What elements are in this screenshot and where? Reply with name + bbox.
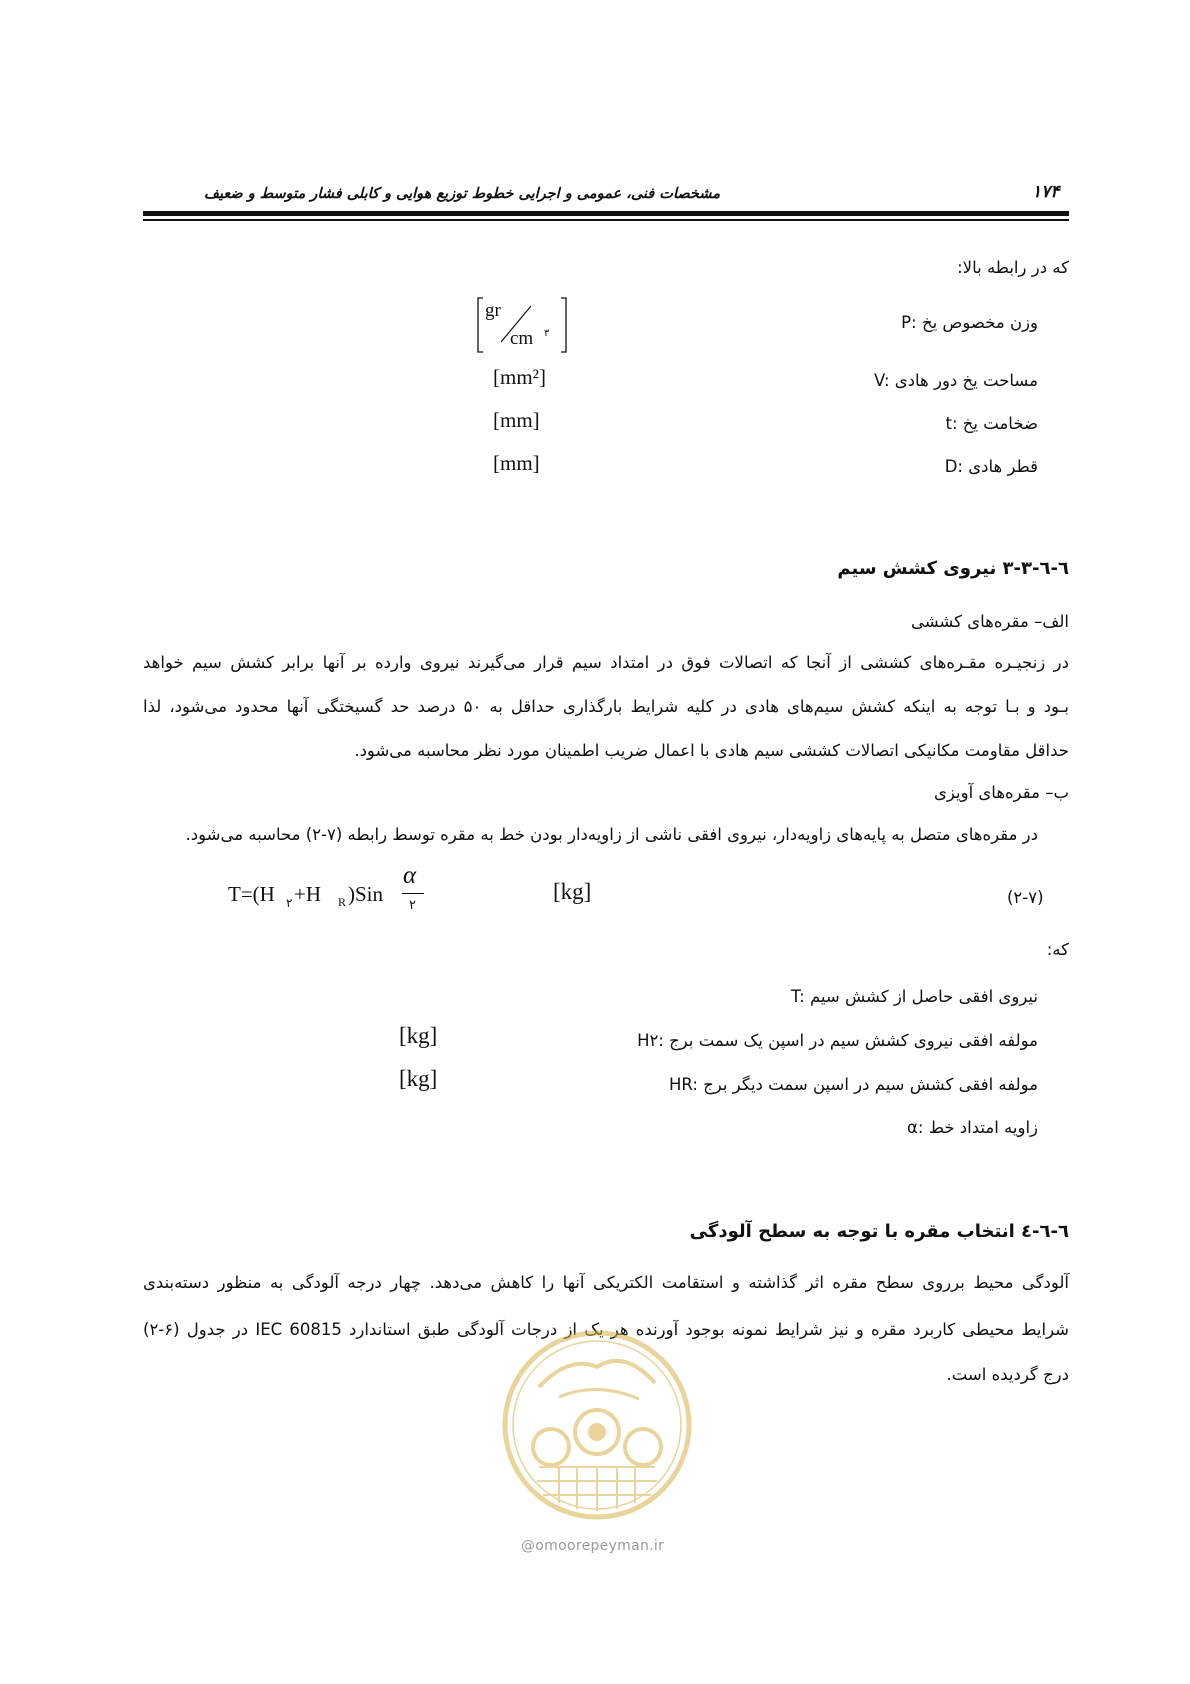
svg-text:cm: cm [510,328,534,349]
svg-text:۳: ۳ [544,328,550,339]
watermark-site: @omoorepeyman.ir [521,1538,665,1554]
def-alpha-label: α: زاویه امتداد خط [907,1118,1038,1137]
formula-plus-h: +H [294,882,322,906]
formula-denominator: ۲ [409,898,416,913]
formula-sub-2: ۲ [286,896,293,910]
def-d-label: D: قطر هادی [944,457,1038,476]
page-number: ۱۷۴ [1032,182,1060,202]
density-unit-fraction [475,296,585,356]
def-t-unit: [mm] [493,408,540,432]
watermark-emblem [499,1327,695,1523]
formula-alpha: α [403,862,417,889]
subsection-a-title: الف– مقره‌های کششی [910,612,1069,631]
where-intro: که در رابطه بالا: [957,258,1069,277]
def-H2-unit: [kg] [399,1023,438,1048]
paragraph-b: در مقره‌های متصل به پایه‌های زاویه‌دار، نیروی افقی ناشی از زاویه‌دار بودن خط به مقره توسط رابطه (۷-۲) محاسبه می‌شود. [185,825,1038,844]
header-rule-thin [143,219,1069,221]
header-rule-thick [143,211,1069,216]
svg-text:gr: gr [485,300,501,321]
paragraph-pollution-line-3: درج گردیده است. [946,1365,1069,1384]
subsection-b-title: ب– مقره‌های آویزی [933,783,1069,802]
where-intro-2: که: [1046,940,1069,959]
watermark-logo [499,1327,695,1523]
section-heading-wire-tension: ٦-٦-٣-٣ نیروی کشش سیم [837,558,1069,579]
def-v-label: V: مساحت یخ دور هادی [874,371,1038,390]
paragraph-pollution-line-1: آلودگی محیط برروی سطح مقره اثر گذاشته و استقامت الکتریکی آنها را کاهش می‌دهد. چهار درجه آلودگی به منظور دسته‌بندی [143,1273,1069,1292]
def-HR-label: HR: مولفه افقی کشش سیم در اسپن سمت دیگر برج [668,1075,1038,1094]
running-header-title: مشخصات فنی، عمومی و اجرایی خطوط توزیع هوایی و کابلی فشار متوسط و ضعیف [203,186,720,202]
def-p-unit [475,296,585,356]
formula-fraction-bar [402,893,424,894]
formula-sub-r: R [338,895,347,909]
paragraph-a-line-2: بـود و بـا توجه به اینکه کشش سیم‌های هادی در کلیه شرایط بارگذاری حداقل به ۵۰ درصد حد گسیختگی آنها محدود می‌شود، لذا [143,697,1069,716]
paragraph-a-line-1: در زنجیـره مقـره‌های کششی از آنجا که اتصالات فوق در امتداد سیم قرار می‌گیرند نیروی وارده بر آنها برابر کشش سیم خواهد [143,653,1069,672]
paragraph-a-line-3: حداقل مقاومت مکانیکی اتصالات کششی سیم هادی با اعمال ضریب اطمینان مورد نظر محاسبه می‌شود. [354,741,1069,760]
formula-lhs: T=(H [228,882,275,906]
paragraph-pollution-line-2: شرایط محیطی کاربرد مقره و نیز شرایط نمونه بوجود آورنده هر یک از درجات آلودگی طبق استاندارد IEC 60815 در جدول (۶-۲) [143,1320,1070,1339]
formula-tension [228,862,448,928]
def-t-label: t: ضخامت یخ [945,414,1038,433]
def-T-label: T: نیروی افقی حاصل از کشش سیم [790,987,1038,1006]
def-d-unit: [mm] [493,451,540,475]
def-HR-unit: [kg] [399,1066,438,1091]
section-heading-pollution: ٦-٦-٤ انتخاب مقره با توجه به سطح آلودگی [689,1221,1069,1242]
def-p-label: P: وزن مخصوص یخ [901,313,1038,332]
formula-sin: )Sin [348,882,384,906]
def-H2-label: H۲: مولفه افقی نیروی کشش سیم در اسپن یک سمت برج [637,1031,1038,1050]
formula-number: (۲-۷) [1007,888,1044,907]
def-v-unit: [mm²] [493,365,546,389]
formula-unit: [kg] [553,879,592,904]
